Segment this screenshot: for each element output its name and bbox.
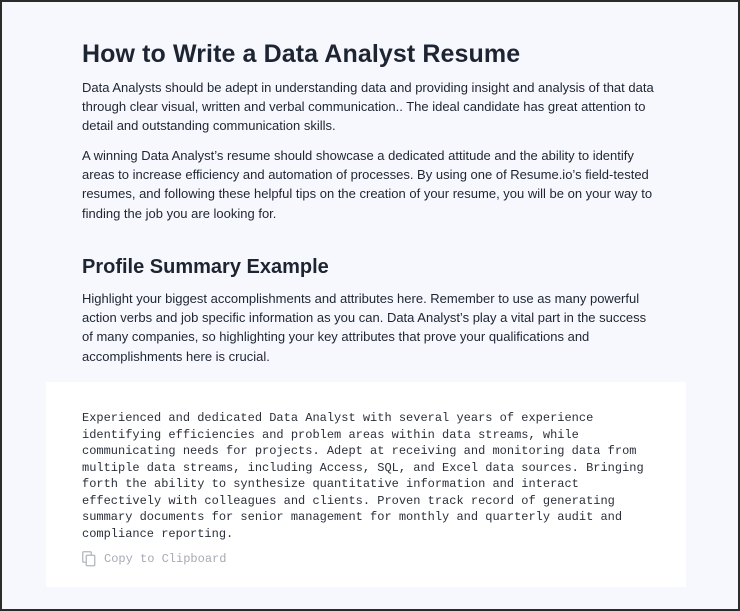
intro-paragraph: Data Analysts should be adept in understanding data and providing insight and analysis of that data through clear visual, written and verbal communication.. The ideal candidate has great attention to detail and outstanding communication skills. bbox=[82, 80, 654, 134]
section-heading: Profile Summary Example bbox=[82, 256, 329, 278]
copy-label: Copy to Clipboard bbox=[104, 552, 227, 566]
section-description: Highlight your biggest accomplishments and attributes here. Remember to use as many powerful action verbs and job specific information as you can. Data Analyst’s play a vital part in the success of many companies, so highlighting your key attributes that prove your qualifications and accomplishments here is crucial. bbox=[82, 291, 647, 364]
copy-to-clipboard-button[interactable] bbox=[82, 550, 226, 568]
copy-icon bbox=[82, 551, 96, 567]
profile-example-box bbox=[46, 382, 686, 587]
intro-paragraph: A winning Data Analyst’s resume should showcase a dedicated attitude and the ability to identify areas to increase efficiency and automation of processes. By using one of Resume.io’s field-tested resumes, and following these helpful tips on the creation of your resume, you will be on your way to finding the job you are looking for. bbox=[82, 148, 653, 221]
page-title: How to Write a Data Analyst Resume bbox=[82, 40, 521, 68]
profile-example-text: Experienced and dedicated Data Analyst with several years of experience identifying efficiencies and problem areas within data streams, while communicating needs for projects. Adept at receiving and monitoring data from multiple data streams, including Access, SQL, and Excel data sources. Bringing forth the ability to synthesize quantitative information and interact effectively with colleagues and clients. Proven track record of generating summary documents for senior management for monthly and quarterly audit and compliance reporting. bbox=[82, 411, 651, 541]
